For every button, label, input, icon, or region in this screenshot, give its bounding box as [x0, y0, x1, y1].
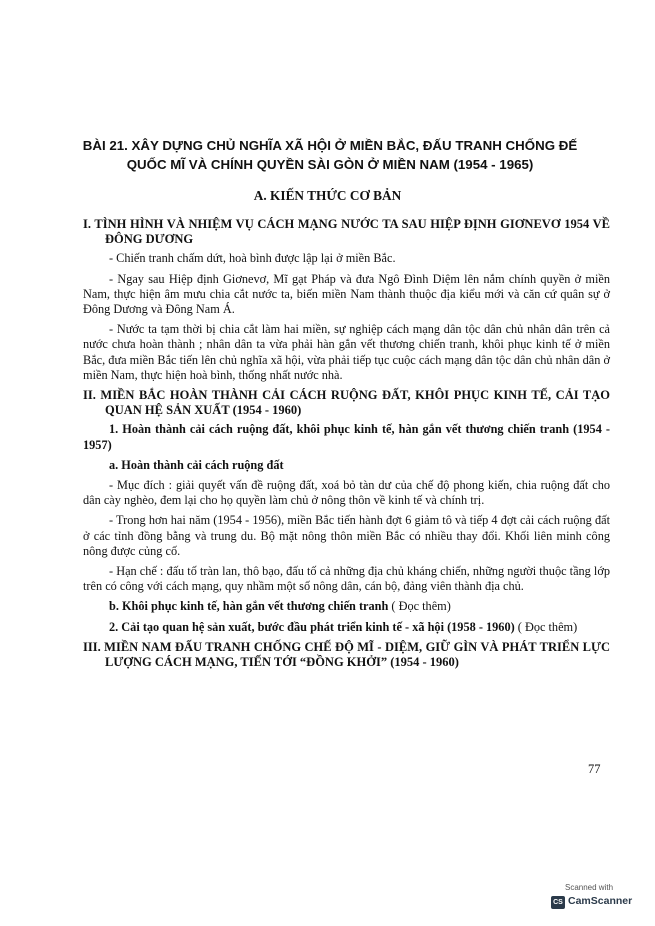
paragraph: - Mục đích : giải quyết vấn đề ruộng đất, xoá bỏ tàn dư của chế độ phong kiến, chia ruộng đất cho dân cày nghèo, đem lại cho họ quyền làm chủ ở nông thôn về kinh tế và chính trị. [83, 478, 610, 508]
camscanner-logo-icon: CS [551, 896, 565, 909]
subheading-1a [83, 458, 610, 473]
paragraph: - Chiến tranh chấm dứt, hoà bình được lập lại ở miền Bắc. [109, 251, 396, 266]
paragraph: - Nước ta tạm thời bị chia cắt làm hai miền, sự nghiệp cách mạng dân tộc dân chủ nhân dân trên cả nước chưa hoàn thành ; nhân dân ta vừa phải hàn gắn vết thương chiến tranh, khôi phục kinh tế ở miền Bắc, đưa miền Bắc tiến lên chủ nghĩa xã hội, vừa phải tiếp tục cuộc cách mạng dân tộc dân chủ nhân dân ở miền Nam, thực hiện hoà bình, thống nhất nước nhà. [83, 322, 610, 382]
page-number: 77 [588, 762, 601, 776]
camscanner-watermark [549, 883, 641, 913]
paragraph: - Ngay sau Hiệp định Giơnevơ, Mĩ gạt Pháp và đưa Ngô Đình Diệm lên nắm chính quyền ở miền Nam, thực hiện âm mưu chia cắt nước ta, biến miền Nam thành thuộc địa kiểu mới và căn cứ quân sự ở Đông Dương và Đông Nam Á. [83, 271, 610, 317]
watermark-scanned-with: Scanned with [565, 883, 614, 892]
paragraph: - Hạn chế : đấu tố tràn lan, thô bạo, đấu tố cả những địa chủ kháng chiến, những người thuộc tầng lớp trên có công với cách mạng, quy nhầm một số nông dân, cán bộ, đảng viên thành địa chủ. [83, 564, 610, 594]
subheading-2 [83, 620, 610, 635]
subheading-1 [83, 422, 610, 452]
subheading-1-text: 1. Hoàn thành cải cách ruộng đất, khôi phục kinh tế, hàn gắn vết thương chiến tranh (1954 - 1957) [83, 422, 610, 452]
paragraph: - Trong hơn hai năm (1954 - 1956), miền Bắc tiến hành đợt 6 giảm tô và tiếp 4 đợt cải cách ruộng đất ở các tỉnh đồng bằng và trung du. Bộ mặt nông thôn miền Bắc có nhiều thay đổi. Khối liên minh công nông được củng cố. [83, 513, 610, 558]
section-title: A. KIẾN THỨC CƠ BẢN [253, 188, 402, 203]
heading-section-1: I. TÌNH HÌNH VÀ NHIỆM VỤ CÁCH MẠNG NƯỚC TA SAU HIỆP ĐỊNH GIƠNEVƠ 1954 VỀ ĐÔNG DƯƠNG [83, 217, 610, 247]
heading-section-2: II. MIỀN BẮC HOÀN THÀNH CẢI CÁCH RUỘNG ĐẤT, KHÔI PHỤC KINH TẾ, CẢI TẠO QUAN HỆ SẢN XUẤT (1954 - 1960) [83, 388, 610, 418]
chapter-title: BÀI 21. XÂY DỰNG CHỦ NGHĨA XÃ HỘI Ở MIỀN BẮC, ĐẤU TRANH CHỐNG ĐẾ QUỐC MĨ VÀ CHÍNH QUYỀN SÀI GÒN Ở MIỀN NAM (1954 - 1965) [82, 138, 578, 172]
subheading-1b-text: b. Khôi phục kinh tế, hàn gắn vết thương chiến tranh [109, 599, 389, 614]
subheading-2-text: 2. Cải tạo quan hệ sản xuất, bước đầu phát triển kinh tế - xã hội (1958 - 1960) [109, 619, 515, 634]
read-more-note: ( Đọc thêm) [514, 619, 578, 634]
document-body [83, 217, 610, 674]
watermark-brand: CamScanner [568, 895, 633, 907]
heading-section-3: III. MIỀN NAM ĐẤU TRANH CHỐNG CHẾ ĐỘ MĨ - DIỆM, GIỮ GÌN VÀ PHÁT TRIỂN LỰC LƯỢNG CÁCH MẠNG, TIẾN TỚI “ĐỒNG KHỞI” (1954 - 1960) [83, 639, 610, 670]
read-more-note: ( Đọc thêm) [388, 599, 451, 614]
subheading-1b [83, 599, 610, 614]
subheading-1a-text: a. Hoàn thành cải cách ruộng đất [109, 457, 284, 472]
